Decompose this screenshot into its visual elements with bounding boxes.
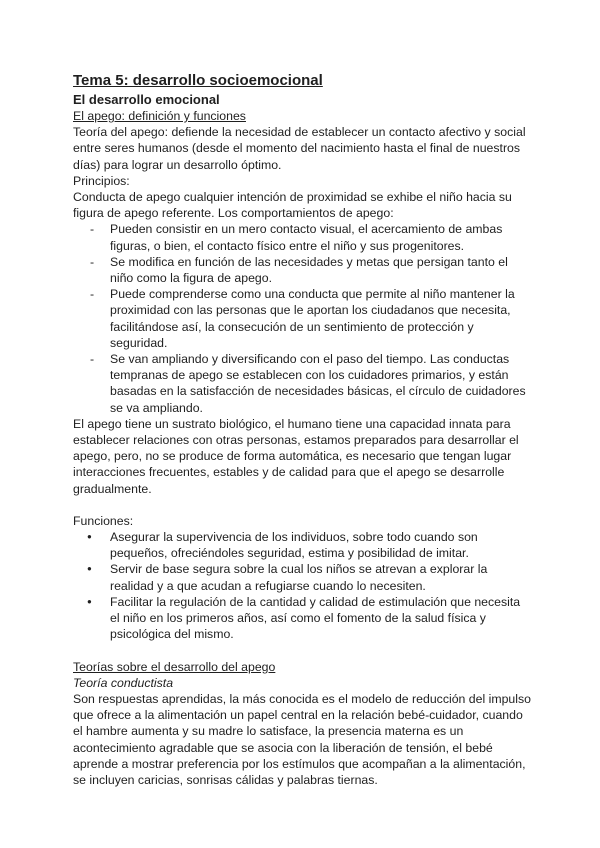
dash-list-item: - Se van ampliando y diversificando con el paso del tiempo. Las conductas tempranas de apego se establecen con los cuidadores primarios, y están basadas en la satisfacción de necesidades básicas, el círculo de cuidadores se va ampliando. xyxy=(73,351,533,416)
dash-list-item: - Puede comprenderse como una conducta que permite al niño mantener la proximidad con las personas que le aportan los ciudadanos que necesita, facilitándose así, la consecución de un sentimiento de protección y seguridad. xyxy=(73,286,533,351)
conducta-paragraph: Conducta de apego cualquier intención de proximidad se exhibe el niño hacia su figura de apego referente. Los comportamientos de apego: xyxy=(73,190,512,221)
funciones-label: Funciones: xyxy=(73,513,134,528)
conductista-heading: Teoría conductista xyxy=(73,675,174,690)
principios-label: Principios: xyxy=(73,173,130,188)
conductista-paragraph: Son respuestas aprendidas, la más conocida es el modelo de reducción del impulso que ofrece a la alimentación un papel central en la relación bebé-cuidador, cuando el hambre aumenta y su madre lo satisface, la presencia materna es un acontecimiento agradable que se asocia con la liberación de tensión, el bebé aprende a mostrar preferencia por los estímulos que acompañan a la alimentación, se incluyen caricias, sonrisas cálidas y palabras tiernas. xyxy=(73,691,531,787)
bullet-list-item: ● Servir de base segura sobre la cual los niños se atrevan a explorar la realidad y a que acudan a refugiarse cuando lo necesiten. xyxy=(73,561,533,593)
teorias-heading: Teorías sobre el desarrollo del apego xyxy=(73,659,276,674)
intro-paragraph: Teoría del apego: defiende la necesidad de establecer un contacto afectivo y social entre seres humanos (desde el momento del nacimiento hasta el final de nuestros días) para lograr un desarrollo óptimo. xyxy=(73,125,526,172)
section-heading: El desarrollo emocional xyxy=(73,92,220,107)
bullet-list-item: ● Facilitar la regulación de la cantidad y calidad de estimulación que necesita el niño en los primeros años, así como el fomento de la salud física y psicológica del mismo. xyxy=(73,594,533,643)
dash-list-item: - Se modifica en función de las necesidades y metas que persigan tanto el niño como la figura de apego. xyxy=(73,254,533,286)
bullet-list xyxy=(73,529,533,642)
document-page xyxy=(73,72,533,788)
page-title: Tema 5: desarrollo socioemocional xyxy=(73,72,323,89)
dash-list-item: - Pueden consistir en un mero contacto visual, el acercamiento de ambas figuras, o bien, el contacto físico entre el niño y sus progenitores. xyxy=(73,221,533,253)
bullet-list-item: ● Asegurar la supervivencia de los individuos, sobre todo cuando son pequeños, ofreciéndoles seguridad, estima y posibilidad de imitar. xyxy=(73,529,533,561)
subheading: El apego: definición y funciones xyxy=(73,109,246,123)
dash-list xyxy=(73,221,533,415)
sustrato-paragraph: El apego tiene un sustrato biológico, el humano tiene una capacidad innata para establecer relaciones con otras personas, estamos preparados para desarrollar el apego, pero, no se produce de forma automática, es necesario que tengan lugar interacciones frecuentes, estables y de calidad para que el apego se desarrolle gradualmente. xyxy=(73,416,519,496)
